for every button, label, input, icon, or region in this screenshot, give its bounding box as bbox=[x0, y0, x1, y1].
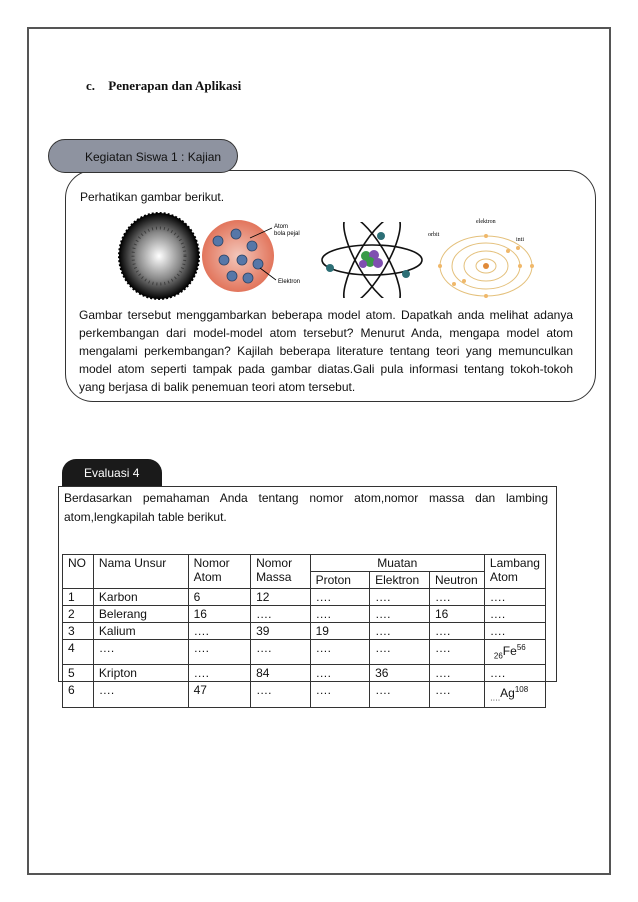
evaluasi-instruction: Berdasarkan pemahaman Anda tentang nomor atom,nomor massa dan lambing atom,lengkapilah table berikut. bbox=[64, 491, 548, 524]
header-nama-unsur: Nama Unsur bbox=[93, 555, 188, 589]
kajian-intro: Perhatikan gambar berikut. bbox=[80, 190, 225, 204]
table-row bbox=[63, 640, 546, 665]
cell-lambang-fe bbox=[484, 640, 545, 665]
fe-mass-number: 56 bbox=[516, 643, 526, 652]
table-row bbox=[63, 682, 546, 707]
fe-atomic-number: 26 bbox=[493, 651, 503, 661]
cell-proton: 19 bbox=[310, 623, 370, 640]
cell-neutron: …. bbox=[429, 589, 484, 606]
cell-nama: …. bbox=[93, 640, 188, 665]
cell-nomor-massa: …. bbox=[251, 640, 311, 665]
header-muatan: Muatan bbox=[310, 555, 484, 572]
cell-neutron: …. bbox=[429, 665, 484, 682]
ag-atomic-number: …. bbox=[489, 693, 501, 703]
cell-no: 5 bbox=[63, 665, 94, 682]
header-proton: Proton bbox=[310, 572, 370, 589]
cell-proton: …. bbox=[310, 640, 370, 665]
cell-neutron: 16 bbox=[429, 606, 484, 623]
cell-no: 1 bbox=[63, 589, 94, 606]
cell-elektron: …. bbox=[370, 606, 430, 623]
cell-proton: …. bbox=[310, 606, 370, 623]
elektron-small-label: elektron bbox=[476, 219, 496, 225]
header-no: NO bbox=[63, 555, 94, 589]
cell-nomor-massa: …. bbox=[251, 606, 311, 623]
ag-mass-number: 108 bbox=[514, 685, 529, 695]
cell-neutron: …. bbox=[429, 682, 484, 707]
table-row bbox=[63, 589, 546, 606]
cell-nomor-massa: 84 bbox=[251, 665, 311, 682]
elektron-label: Elektron bbox=[278, 279, 301, 285]
cell-nomor-atom: …. bbox=[188, 640, 250, 665]
cell-elektron: …. bbox=[370, 623, 430, 640]
header-nomor-atom: Nomor Atom bbox=[188, 555, 250, 589]
cell-lambang: …. bbox=[484, 623, 545, 640]
cell-no: 2 bbox=[63, 606, 94, 623]
cell-nama: Belerang bbox=[93, 606, 188, 623]
cell-no: 4 bbox=[63, 640, 94, 665]
cell-nomor-massa: 12 bbox=[251, 589, 311, 606]
cell-nomor-atom: 16 bbox=[188, 606, 250, 623]
header-neutron: Neutron bbox=[429, 572, 484, 589]
cell-lambang: …. bbox=[484, 665, 545, 682]
cell-nomor-atom: 47 bbox=[188, 682, 250, 707]
cell-elektron: …. bbox=[370, 682, 430, 707]
section-number: c. bbox=[86, 78, 96, 93]
kegiatan-tab: Kegiatan Siswa 1 : Kajian bbox=[48, 139, 238, 173]
header-elektron: Elektron bbox=[370, 572, 430, 589]
cell-nama: Kalium bbox=[93, 623, 188, 640]
cell-no: 3 bbox=[63, 623, 94, 640]
section-heading bbox=[86, 78, 241, 94]
cell-nama: …. bbox=[93, 682, 188, 707]
cell-proton: …. bbox=[310, 589, 370, 606]
cell-nama: Karbon bbox=[93, 589, 188, 606]
header-lambang-atom: Lambang Atom bbox=[484, 555, 545, 589]
cell-elektron: …. bbox=[370, 640, 430, 665]
cell-lambang-ag bbox=[484, 682, 545, 707]
cell-neutron: …. bbox=[429, 640, 484, 665]
orbit-label: orbit bbox=[428, 232, 440, 238]
inti-label: inti bbox=[516, 237, 525, 243]
cell-nama: Kripton bbox=[93, 665, 188, 682]
table-row bbox=[63, 623, 546, 640]
cell-neutron: …. bbox=[429, 623, 484, 640]
cell-proton: …. bbox=[310, 682, 370, 707]
kajian-paragraph: Gambar tersebut menggambarkan beberapa model atom. Dapatkah anda melihat adanya perkembangan dari model-model atom tersebut? Menurut Anda, mengapa model atom mengalami perkembangan? Kajilah beberapa literature tentang teori yang memunculkan model atom seperti tampak pada gambar diatas.Gali pula informasi tentang tokoh-tokoh yang berjasa di balik penemuan teori atom tersebut. bbox=[79, 308, 573, 394]
ag-symbol: Ag bbox=[500, 686, 515, 701]
section-title: Penerapan dan Aplikasi bbox=[108, 78, 242, 93]
header-nomor-massa: Nomor Massa bbox=[251, 555, 311, 589]
unsur-table bbox=[62, 554, 546, 708]
table-row bbox=[63, 665, 546, 682]
cell-nomor-atom: …. bbox=[188, 623, 250, 640]
cell-nomor-atom: …. bbox=[188, 665, 250, 682]
bohr-model-image bbox=[424, 214, 546, 300]
cell-nomor-massa: …. bbox=[251, 682, 311, 707]
cell-nomor-massa: 39 bbox=[251, 623, 311, 640]
cell-elektron: …. bbox=[370, 589, 430, 606]
atom-label: Atom bbox=[274, 224, 289, 230]
bola-pejal-label: bola pejal bbox=[274, 231, 300, 237]
cell-proton: …. bbox=[310, 665, 370, 682]
thomson-model-image bbox=[202, 216, 314, 296]
fe-symbol: Fe bbox=[502, 644, 517, 658]
table-header-row bbox=[63, 555, 546, 572]
cell-lambang: …. bbox=[484, 606, 545, 623]
cell-no: 6 bbox=[63, 682, 94, 707]
cell-lambang: …. bbox=[484, 589, 545, 606]
cell-elektron: 36 bbox=[370, 665, 430, 682]
evaluasi-tab: Evaluasi 4 bbox=[62, 459, 162, 487]
cell-nomor-atom: 6 bbox=[188, 589, 250, 606]
dalton-model-image bbox=[118, 212, 200, 300]
rutherford-model-image bbox=[316, 222, 428, 298]
table-row bbox=[63, 606, 546, 623]
